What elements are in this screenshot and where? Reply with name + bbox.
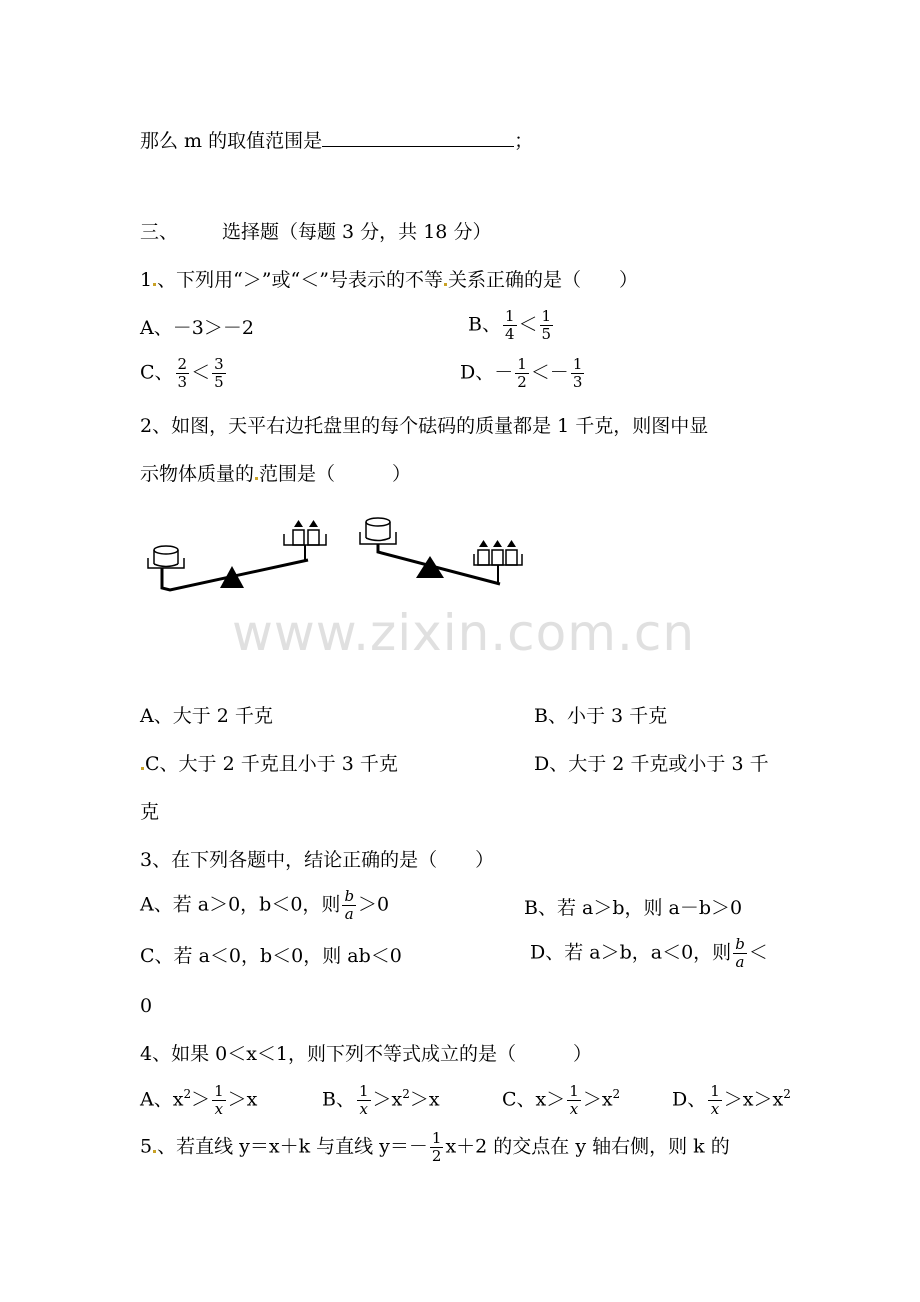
q2-option-c[interactable]: C、大于 2 千克且小于 3 千克 bbox=[140, 752, 398, 776]
q3-stem: 3、在下列各题中，结论正确的是（ ） bbox=[140, 849, 495, 871]
fraction: $\frac{b}{a}$ bbox=[344, 887, 355, 923]
mark-dot bbox=[153, 283, 156, 286]
q1-stem-part1: 、下列用“＞”或“＜”号表示的不等 bbox=[157, 269, 443, 291]
mark-dot bbox=[141, 767, 144, 770]
section-label: 三、 bbox=[140, 221, 179, 243]
q4-option-d[interactable]: D、 $\frac{1}{x}$ $>x>x^2$ bbox=[672, 1081, 791, 1118]
watermark: www.zixin.com.cn bbox=[232, 604, 696, 662]
q2-stem-line2: 示物体质量的 范围是（ ） bbox=[140, 463, 412, 485]
fraction: $\frac{1}{5}$ bbox=[541, 307, 552, 343]
q1-option-c[interactable]: C、 $\frac{2}{3}$ ＜ $\frac{3}{5}$ bbox=[140, 355, 224, 391]
fraction: $\frac{1}{x}$ bbox=[214, 1081, 224, 1118]
mark-dot bbox=[444, 283, 447, 286]
q4-option-b[interactable]: B、 $\frac{1}{x}$ $>x^2>x$ bbox=[322, 1081, 440, 1118]
section-title: 选择题（每题 3 分，共 18 分） bbox=[222, 221, 492, 243]
option-label: B、 bbox=[468, 313, 501, 336]
q2-stem-line1: 2、如图，天平右边托盘里的每个砝码的质量都是 1 千克，则图中显 bbox=[140, 415, 709, 437]
q3-option-a[interactable]: A、若 a＞0，b＜0，则 $\frac{b}{a}$ ＞0 bbox=[140, 887, 390, 923]
option-text: －3＞－2 bbox=[172, 317, 254, 339]
q1-option-d[interactable]: D、－ $\frac{1}{2}$ ＜－ $\frac{1}{3}$ bbox=[460, 355, 583, 391]
option-label: D、 bbox=[460, 361, 495, 384]
q3-option-b[interactable]: B、若 a＞b，则 a－b＞0 bbox=[524, 897, 743, 919]
section-heading bbox=[140, 220, 491, 244]
q1-number: 1 bbox=[140, 269, 153, 291]
option-label: C、 bbox=[140, 361, 174, 384]
q5-stem: 5 、若直线 y＝x＋k 与直线 y＝－ $\frac{1}{2}$ x＋2 的交点在 y 轴右侧，则 k 的 bbox=[140, 1129, 730, 1165]
fraction: $\frac{1}{x}$ bbox=[710, 1081, 720, 1118]
q1-stem-part2: 关系正确的是（ ） bbox=[447, 269, 638, 291]
prev-question-text: 那么 m 的取值范围是 bbox=[140, 130, 323, 152]
fraction: $\frac{1}{x}$ bbox=[358, 1081, 369, 1118]
answer-blank[interactable] bbox=[322, 128, 514, 147]
q1-option-b[interactable]: B、 $\frac{1}{4}$ ＜ $\frac{1}{5}$ bbox=[468, 307, 552, 343]
q3-option-d-cont: 0 bbox=[140, 995, 153, 1017]
q2-option-a[interactable]: A、大于 2 千克 bbox=[140, 705, 273, 727]
q1-option-a[interactable] bbox=[140, 316, 254, 340]
fraction: $\frac{1}{3}$ bbox=[572, 355, 583, 391]
q3-option-d[interactable]: D、若 a＞b，a＜0，则 $\frac{b}{a}$ ＜ bbox=[530, 935, 768, 971]
fraction: $\frac{b}{a}$ bbox=[735, 935, 745, 971]
mark-dot bbox=[255, 477, 258, 480]
option-label: A、 bbox=[140, 317, 173, 339]
prev-question-line bbox=[140, 128, 533, 153]
q4-option-c[interactable]: C、x＞ $\frac{1}{x}$ $>x^2$ bbox=[502, 1081, 621, 1118]
q2-option-b[interactable]: B、小于 3 千克 bbox=[534, 705, 668, 727]
balance-scale-2 bbox=[352, 512, 532, 596]
mark-dot bbox=[153, 1150, 156, 1153]
q1-stem bbox=[140, 268, 638, 292]
q2-option-d[interactable]: D、大于 2 千克或小于 3 千 bbox=[534, 753, 769, 775]
q2-option-d-cont: 克 bbox=[140, 801, 160, 823]
balance-scale-1 bbox=[140, 512, 340, 596]
fraction: $\frac{1}{4}$ bbox=[504, 307, 515, 343]
fraction: $\frac{3}{5}$ bbox=[214, 355, 224, 391]
q3-option-c[interactable]: C、若 a＜0，b＜0，则 ab＜0 bbox=[140, 945, 402, 967]
q4-stem: 4、如果 0＜x＜1，则下列不等式成立的是（ ） bbox=[140, 1043, 593, 1065]
q4-option-a[interactable]: A、$x^2>$ $\frac{1}{x}$ ＞x bbox=[140, 1081, 258, 1118]
fraction: $\frac{1}{x}$ bbox=[569, 1081, 579, 1118]
prev-question-end: ； bbox=[514, 130, 534, 152]
fraction: $\frac{1}{2}$ bbox=[431, 1129, 442, 1165]
fraction: $\frac{2}{3}$ bbox=[177, 355, 188, 391]
fraction: $\frac{1}{2}$ bbox=[517, 355, 527, 391]
